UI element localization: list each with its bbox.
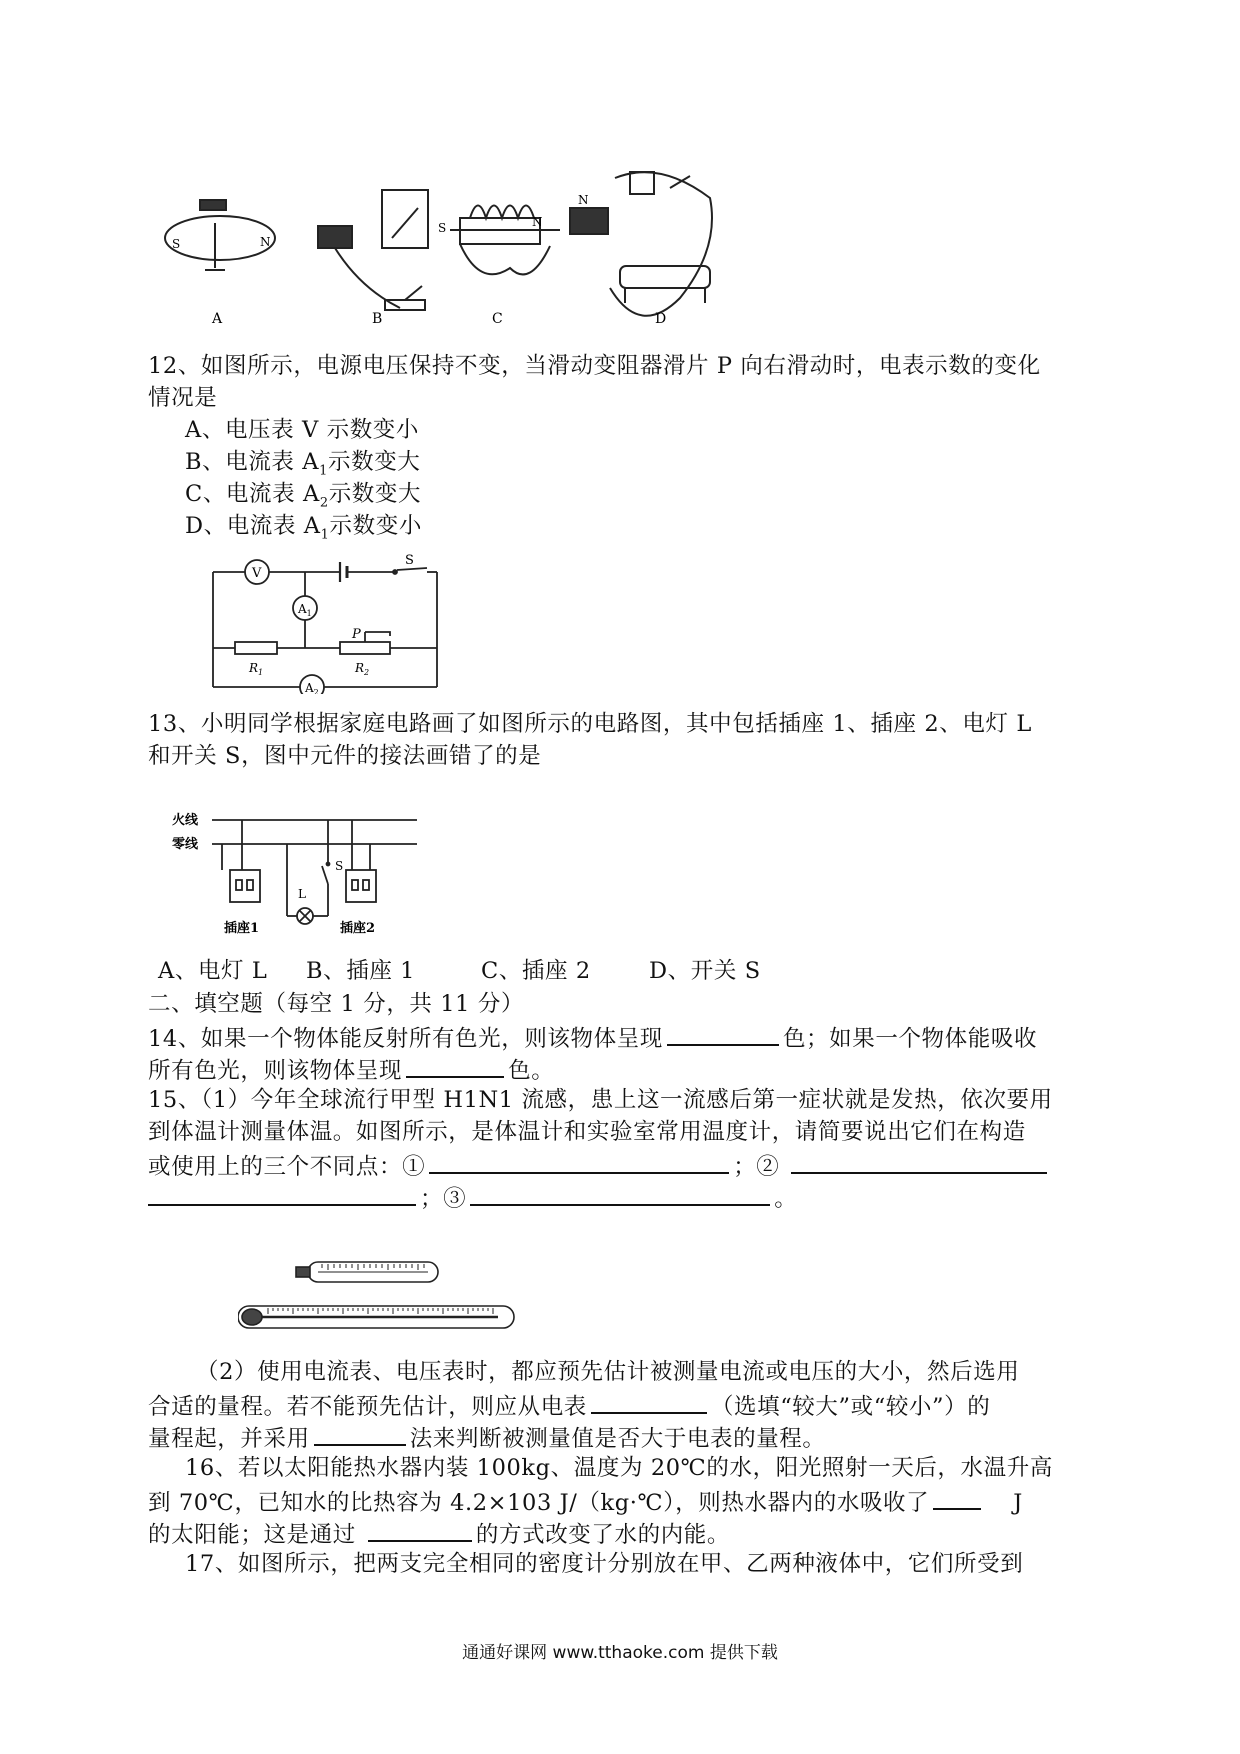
q15-p2-l3b: 法来判断被测量值是否大于电表的量程。 (409, 1426, 826, 1452)
q15-part2-line3 (148, 1420, 826, 1455)
circuit-A1: $A_1$ (298, 602, 312, 618)
q12-stem-line1: 12、如图所示，电源电压保持不变，当滑动变阻器滑片 P 向右滑动时，电表示数的变化 (148, 353, 1041, 379)
q12-option-a-text: A、电压表 V 示数变小 (185, 417, 420, 443)
q14-l1b: 色；如果一个物体能吸收 (782, 1026, 1038, 1052)
q15-line2: 到体温计测量体温。如图所示，是体温计和实验室常用温度计，请简要说出它们在构造 (148, 1119, 1026, 1145)
q15-p2-l2b: （选填“较大”或“较小”）的 (710, 1394, 991, 1420)
q14-blank2[interactable] (406, 1052, 504, 1078)
q11-figure (160, 168, 800, 338)
thermometer-ticks-top (322, 1264, 424, 1270)
q15-l4b: 。 (774, 1186, 798, 1212)
q15-p2-l3a: 量程起，并采用 (148, 1426, 310, 1452)
q12-option-b-sub: 1 (319, 463, 329, 479)
q12-option-a (185, 414, 419, 446)
circuit-R2: $R_2$ (355, 661, 370, 677)
q14-l2b: 色。 (508, 1058, 555, 1084)
q13-household-circuit (172, 808, 422, 940)
neutral-wire-label: 零线 (172, 837, 199, 852)
q15-blank1[interactable] (429, 1148, 729, 1174)
thermometer-ticks-bottom (268, 1308, 493, 1314)
q13-option-b: B、插座 1 (306, 958, 416, 984)
q15-blank3[interactable] (470, 1180, 770, 1206)
fig11-label-D: D (655, 311, 667, 327)
circuit-R1: $R_1$ (249, 661, 264, 677)
fig11-S-C: S (438, 221, 447, 235)
q15-part2-line1: （2）使用电流表、电压表时，都应预先估计被测量电流或电压的大小，然后选用 (196, 1359, 1020, 1385)
q14-blank1[interactable] (667, 1020, 779, 1046)
q12-circuit-diagram (205, 552, 445, 694)
live-wire-label: 火线 (172, 813, 199, 828)
q15-thermometers (238, 1256, 518, 1334)
circuit-A2: $A_2$ (305, 681, 319, 694)
q12-option-d-pre: D、电流表 A (185, 513, 321, 539)
fig11-label-B: B (372, 311, 383, 327)
q12-option-c-sub: 2 (319, 495, 329, 511)
circuit-V: V (252, 566, 262, 581)
q12-option-b-pre: B、电流表 A (185, 449, 320, 475)
q15-blank5[interactable] (314, 1420, 406, 1446)
q16-l2b: J (1013, 1490, 1023, 1516)
q16-l3b: 的方式改变了水的内能。 (475, 1522, 731, 1548)
q13-option-a: A、电灯 L (158, 958, 268, 984)
q12-option-d-sub: 1 (320, 527, 330, 543)
q15-blank4[interactable] (591, 1388, 707, 1414)
q14-l1a: 14、如果一个物体能反射所有色光，则该物体呈现 (148, 1026, 663, 1052)
q13-option-d: D、开关 S (649, 958, 761, 984)
fig11-S-A: S (172, 237, 181, 251)
section2-heading: 二、填空题（每空 1 分，共 11 分） (148, 991, 525, 1017)
q12-option-c-post: 示数变大 (328, 481, 422, 507)
q16-line1: 16、若以太阳能热水器内装 100kg、温度为 20℃的水，阳光照射一天后，水温升高 (185, 1455, 1053, 1481)
q15-l4a: ；③ (420, 1186, 467, 1212)
q15-line1: 15、（1）今年全球流行甲型 H1N1 流感，患上这一流感后第一症状就是发热，依次要用 (148, 1087, 1053, 1113)
q13-option-c: C、插座 2 (481, 958, 591, 984)
q15-l3a: 或使用上的三个不同点：① (148, 1154, 426, 1180)
q12-option-d-post: 示数变小 (329, 513, 422, 539)
fig11-N-D: N (578, 193, 589, 207)
q14-line1 (148, 1020, 1037, 1055)
q16-line3 (148, 1516, 730, 1551)
q14-line2 (148, 1052, 554, 1087)
apparatus-sketches (160, 168, 800, 338)
q15-p2-l2a: 合适的量程。若不能预先估计，则应从电表 (148, 1394, 587, 1420)
q13-options (158, 955, 761, 987)
q16-blank2[interactable] (368, 1516, 472, 1542)
fig11-N-A: N (260, 235, 271, 249)
socket2-label: 插座2 (340, 921, 376, 936)
page-footer: 通通好课网 www.tthaoke.com 提供下载 (462, 1643, 778, 1663)
q15-l3b: ；② (733, 1154, 780, 1180)
lamp-L-label: L (298, 887, 306, 901)
q16-line2 (148, 1484, 1023, 1519)
fig11-label-C: C (492, 311, 503, 327)
q15-blank2[interactable] (791, 1148, 1047, 1174)
q16-l3a: 的太阳能；这是通过 (148, 1522, 356, 1548)
q15-part2-line2 (148, 1388, 990, 1423)
switch-S-label: S (335, 859, 344, 873)
q16-l2a: 到 70℃，已知水的比热容为 4.2×103 J/（kg·℃），则热水器内的水吸收了 (148, 1490, 930, 1516)
q17-line1: 17、如图所示，把两支完全相同的密度计分别放在甲、乙两种液体中，它们所受到 (185, 1551, 1024, 1577)
socket1-label: 插座1 (224, 921, 260, 936)
q12-stem-line2: 情况是 (148, 385, 218, 411)
q12-option-b-post: 示数变大 (328, 449, 421, 475)
q13-stem-line2: 和开关 S，图中元件的接法画错了的是 (148, 743, 542, 769)
fig11-N-C: N (532, 215, 543, 229)
q15-line3 (148, 1148, 1051, 1183)
q15-line4 (148, 1180, 797, 1215)
q15-blank2-cont[interactable] (148, 1180, 416, 1206)
q14-l2a: 所有色光，则该物体呈现 (148, 1058, 403, 1084)
q16-blank1[interactable] (933, 1484, 981, 1510)
q12-option-d (185, 510, 422, 552)
q13-stem-line1: 13、小明同学根据家庭电路画了如图所示的电路图，其中包括插座 1、插座 2、电灯 L (148, 711, 1032, 737)
circuit-S: S (405, 553, 414, 568)
circuit-P: P (352, 627, 361, 642)
fig11-label-A: A (212, 311, 223, 327)
q12-option-c-pre: C、电流表 A (185, 481, 320, 507)
